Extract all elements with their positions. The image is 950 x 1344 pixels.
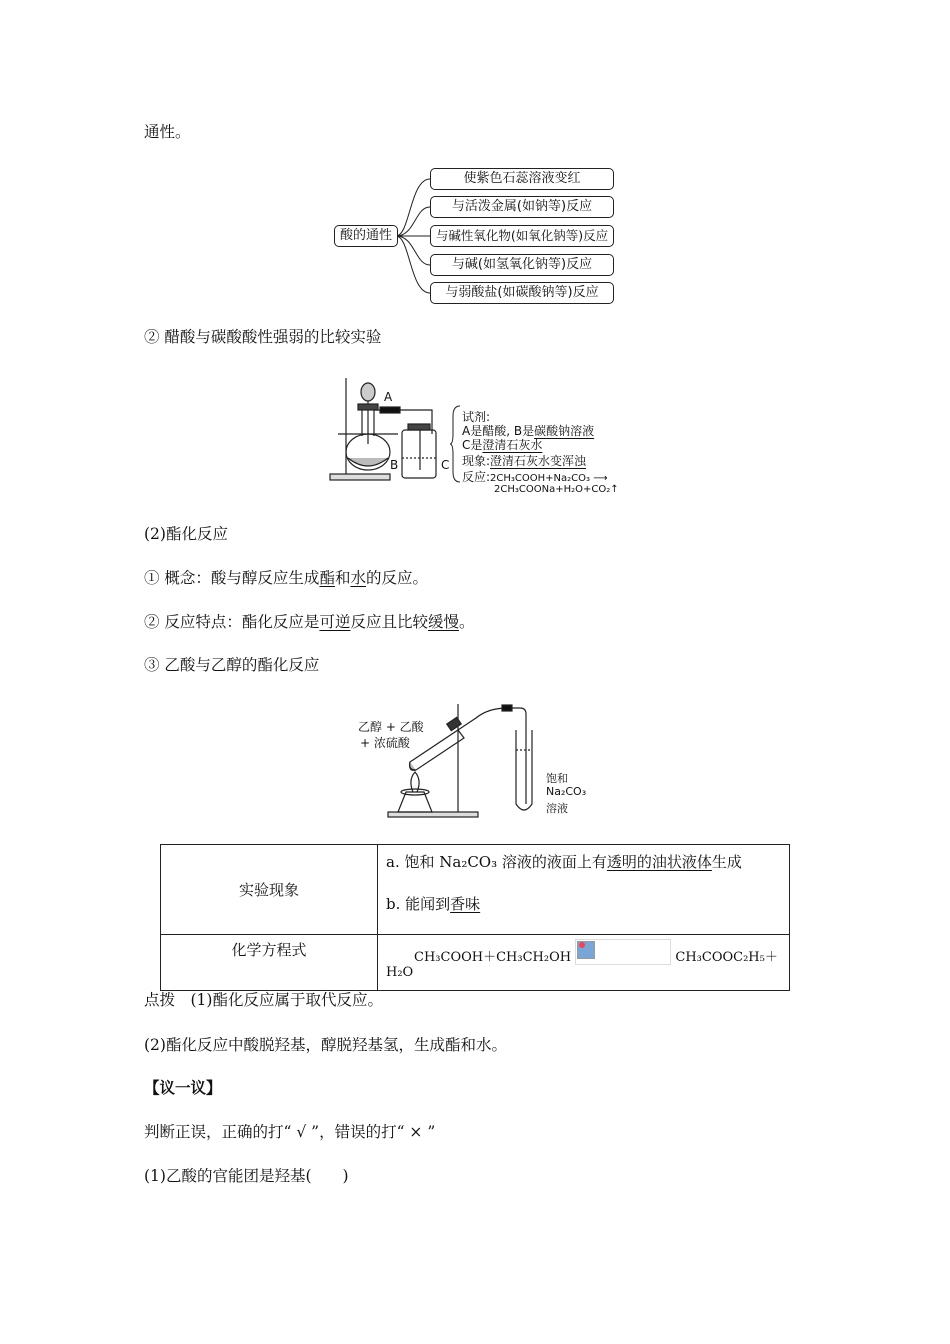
question-1: (1)乙酸的官能团是羟基( ): [144, 1167, 349, 1185]
table-row: [161, 845, 790, 935]
acid-property-5: 与弱酸盐(如碳酸钠等)反应: [430, 282, 614, 304]
equation-arrow-image: [575, 939, 671, 965]
tip-1: 点拨 (1)酯化反应属于取代反应。: [144, 991, 383, 1009]
receiver-label-1: 饱和: [546, 772, 568, 785]
apparatus-label-c: C: [441, 458, 450, 472]
phenomenon-header: 实验现象: [161, 845, 378, 935]
intro-text: 通性。: [144, 123, 191, 141]
tip-2: (2)酯化反应中酸脱羟基，醇脱羟基氢，生成酯和水。: [144, 1036, 507, 1054]
reagent-title: 试剂:: [462, 410, 491, 424]
phenomenon-line: 现象:澄清石灰水变浑浊: [462, 454, 587, 468]
reactants-label-2: + 浓硫酸: [360, 736, 410, 750]
equation-right: CH₃COOC₂H₅＋H₂O: [386, 950, 778, 980]
reagent-brace: [450, 404, 462, 484]
esterification-feature: ② 反应特点：酯化反应是可逆反应且比较缓慢。: [144, 613, 475, 631]
equation-left: CH₃COOH＋CH₃CH₂OH: [414, 950, 572, 965]
apparatus-label-a: A: [384, 390, 393, 404]
phenomenon-a: a. 饱和 Na₂CO₃ 溶液的液面上有透明的油状液体生成: [386, 853, 742, 871]
receiver-label-2: Na₂CO₃: [546, 785, 587, 798]
acid-property-4: 与碱(如氢氧化钠等)反应: [430, 254, 614, 276]
acid-property-3: 与碱性氧化物(如氧化钠等)反应: [430, 225, 614, 247]
reagent-line-2: C是澄清石灰水: [462, 438, 543, 452]
esterification-apparatus: [358, 700, 598, 820]
reaction-line-1: 反应:2CH₃COOH+Na₂CO₃ ⟶: [462, 470, 608, 484]
esterification-heading: (2)酯化反应: [144, 525, 228, 543]
equation-cell: [378, 935, 790, 991]
acid-property-2: 与活泼金属(如钠等)反应: [430, 196, 614, 218]
acid-properties-diagram: [330, 162, 630, 312]
esterification-section-3: ③ 乙酸与乙醇的酯化反应: [144, 656, 320, 674]
reagent-line-1: A是醋酸, B是碳酸钠溶液: [462, 424, 595, 438]
acetic-carbonic-apparatus: [328, 374, 618, 500]
esterification-table: [160, 844, 790, 991]
discuss-heading: 【议一议】: [144, 1078, 222, 1097]
phenomenon-cell: [378, 845, 790, 935]
apparatus-label-b: B: [390, 458, 399, 472]
phenomenon-b: b. 能闻到香味: [386, 895, 481, 913]
receiver-label-3: 溶液: [546, 802, 568, 815]
table-row: [161, 935, 790, 991]
acid-properties-center: 酸的通性: [334, 225, 398, 247]
reactants-label-1: 乙醇 + 乙酸: [358, 720, 424, 734]
esterification-concept: ① 概念：酸与醇反应生成酯和水的反应。: [144, 569, 428, 587]
instruction: 判断正误，正确的打“ √ ”，错误的打“ × ”: [144, 1123, 436, 1141]
acid-property-1: 使紫色石蕊溶液变红: [430, 168, 614, 190]
section-compare-heading: ② 醋酸与碳酸酸性强弱的比较实验: [144, 328, 382, 346]
equation-header: 化学方程式: [161, 935, 378, 991]
reaction-line-2: 2CH₃COONa+H₂O+CO₂↑: [494, 484, 619, 495]
